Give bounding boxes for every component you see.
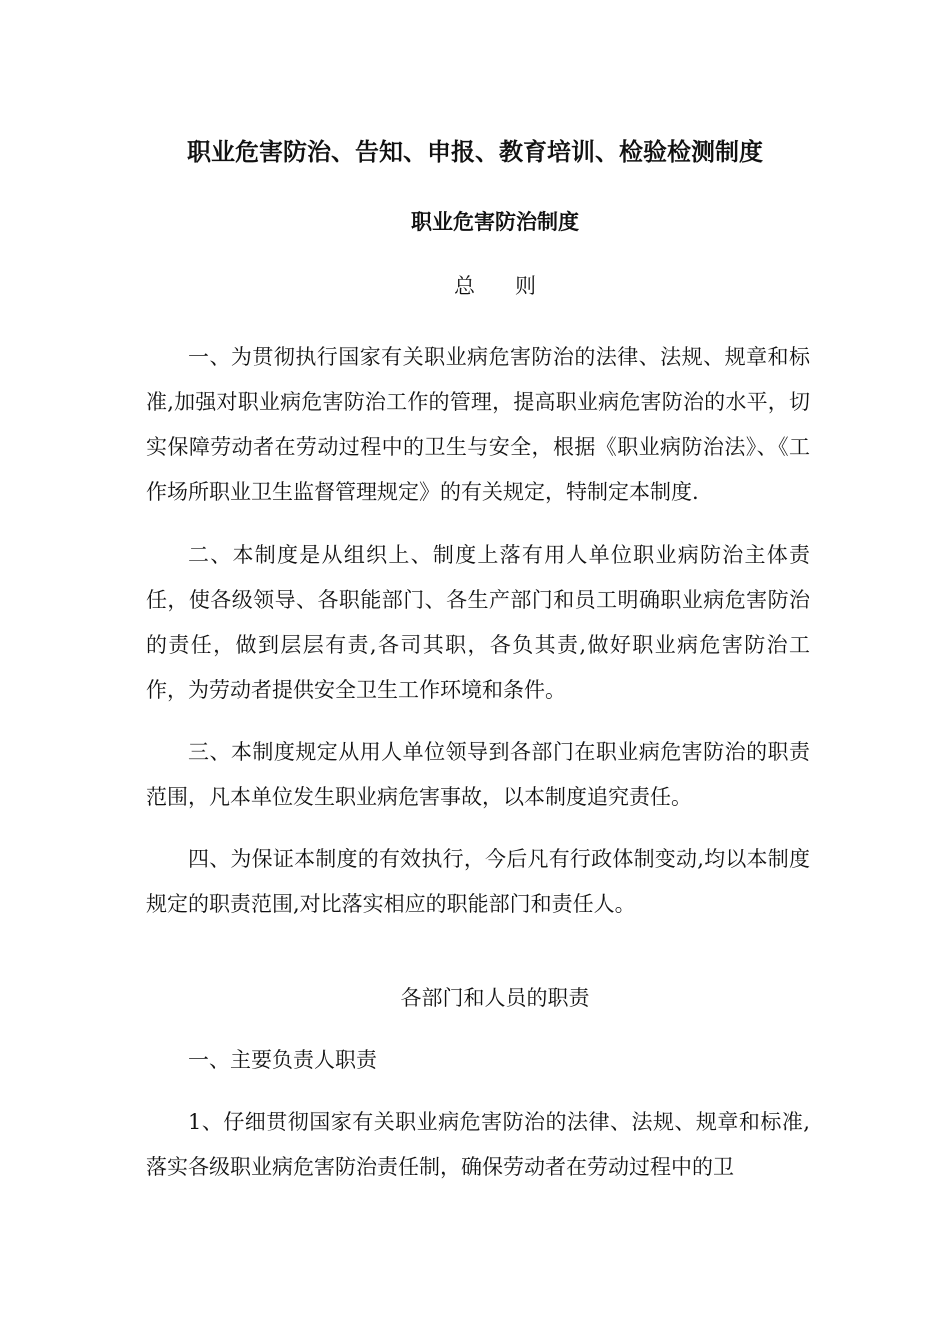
general-paragraph-1: 一、为贯彻执行国家有关职业病危害防治的法律、法规、规章和标准,加强对职业病危害防治工作的管理，提高职业病危害防治的水平，切实保障劳动者在劳动过程中的卫生与安全，根据《职业病防治法》、《工作场所职业卫生监督管理规定》的有关规定，特制定本制度. [146, 345, 810, 504]
section-heading-duties: 各部门和人员的职责 [400, 986, 590, 1010]
duty-paragraph-1: 1、仔细贯彻国家有关职业病危害防治的法律、法规、规章和标准,落实各级职业病危害防治责任制，确保劳动者在劳动过程中的卫 [146, 1110, 810, 1179]
duty-heading: 一、主要负责人职责 [188, 1048, 377, 1072]
section-heading-general-part1: 总 [454, 274, 475, 298]
document-title: 职业危害防治、告知、申报、教育培训、检验检测制度 [187, 138, 763, 166]
document-subtitle: 职业危害防治制度 [411, 210, 579, 234]
general-paragraph-2: 二、本制度是从组织上、制度上落有用人单位职业病防治主体责任，使各级领导、各职能部门、各生产部门和员工明确职业病危害防治的责任，做到层层有责,各司其职，各负其责,做好职业病危害防治工作，为劳动者提供安全卫生工作环境和条件。 [146, 543, 810, 702]
general-paragraph-3: 三、本制度规定从用人单位领导到各部门在职业病危害防治的职责范围，凡本单位发生职业病危害事故，以本制度追究责任。 [146, 740, 810, 809]
duties-body [146, 1038, 810, 1190]
general-provisions-body [146, 335, 810, 927]
section-heading-general-part2: 则 [515, 274, 536, 298]
section-heading-general [0, 270, 950, 302]
general-paragraph-4: 四、为保证本制度的有效执行，今后凡有行政体制变动,均以本制度规定的职责范围,对比落实相应的职能部门和责任人。 [146, 847, 810, 916]
